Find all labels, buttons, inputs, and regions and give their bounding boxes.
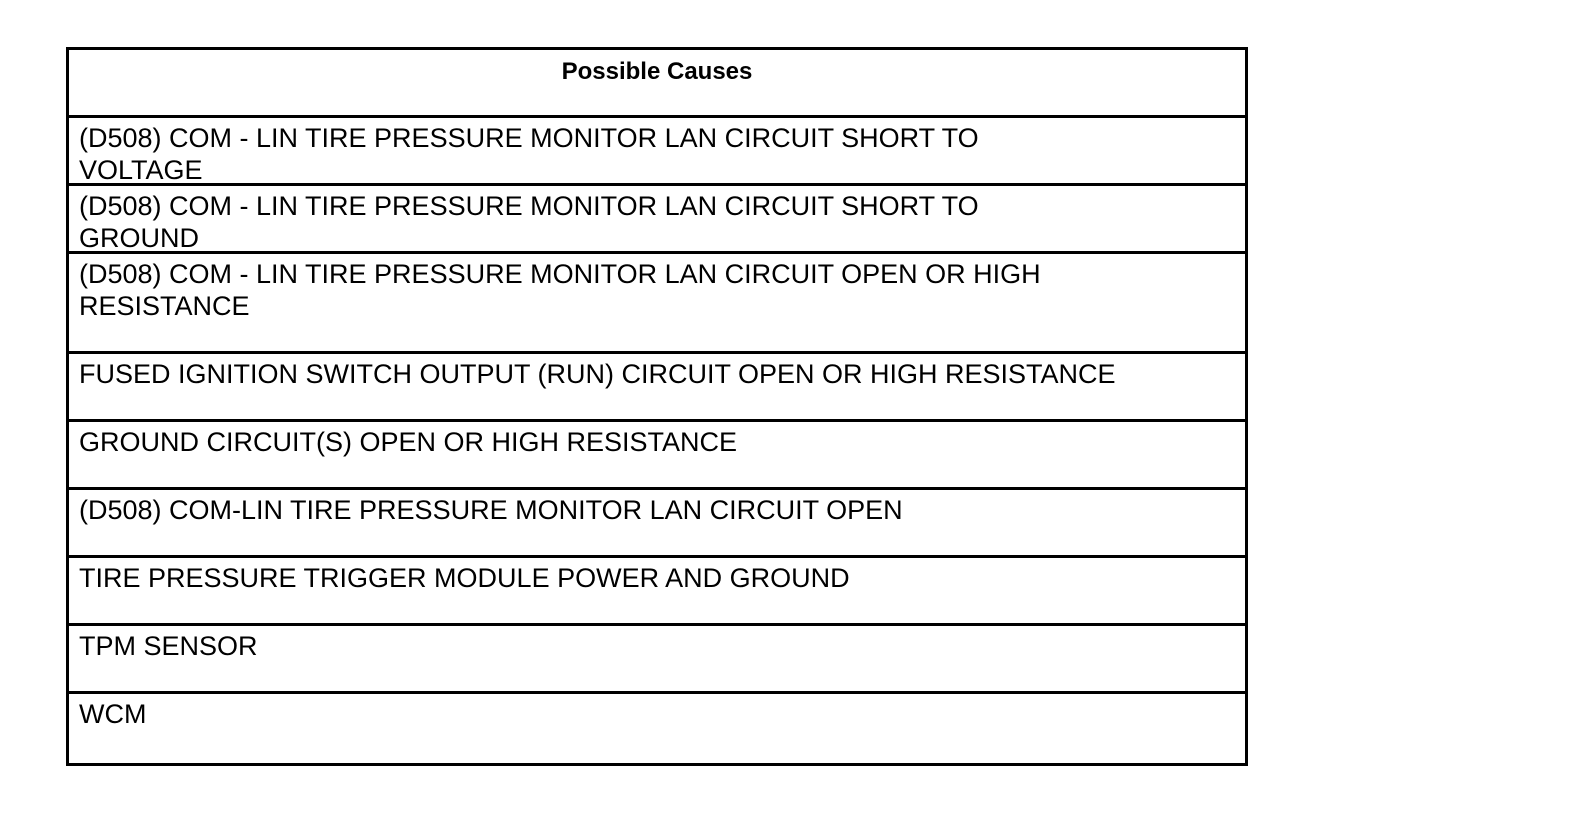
table-row (69, 186, 1245, 254)
table-row (69, 694, 1245, 763)
cause-text: (D508) COM - LIN TIRE PRESSURE MONITOR LAN CIRCUIT OPEN OR HIGH RESISTANCE (79, 259, 1041, 321)
cause-text: FUSED IGNITION SWITCH OUTPUT (RUN) CIRCUIT OPEN OR HIGH RESISTANCE (79, 359, 1116, 389)
table-row (69, 558, 1245, 626)
table-row (69, 422, 1245, 490)
table-header: Possible Causes (69, 50, 1245, 118)
cause-text: (D508) COM-LIN TIRE PRESSURE MONITOR LAN CIRCUIT OPEN (79, 495, 903, 525)
table-row (69, 254, 1245, 354)
cause-text: (D508) COM - LIN TIRE PRESSURE MONITOR LAN CIRCUIT SHORT TO GROUND (79, 191, 979, 253)
possible-causes-table (66, 47, 1248, 766)
cause-text: TPM SENSOR (79, 631, 258, 661)
table-row (69, 626, 1245, 694)
cause-text: WCM (79, 699, 147, 729)
table-row (69, 354, 1245, 422)
table-row (69, 490, 1245, 558)
cause-text: TIRE PRESSURE TRIGGER MODULE POWER AND GROUND (79, 563, 850, 593)
cause-text: (D508) COM - LIN TIRE PRESSURE MONITOR LAN CIRCUIT SHORT TO VOLTAGE (79, 123, 979, 185)
cause-text: GROUND CIRCUIT(S) OPEN OR HIGH RESISTANCE (79, 427, 738, 457)
table-row (69, 118, 1245, 186)
